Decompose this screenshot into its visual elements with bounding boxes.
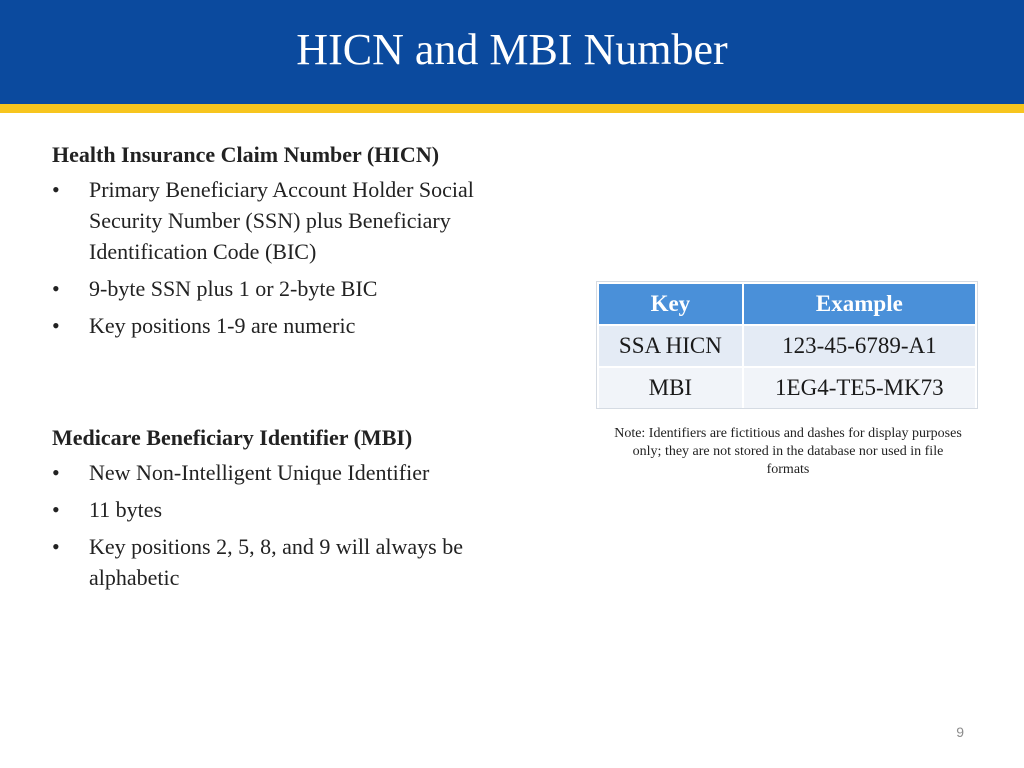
mbi-bullet-text: Key positions 2, 5, 8, and 9 will always be alphabetic [89,534,463,590]
bullet-icon: • [52,177,60,202]
hicn-section [52,140,552,347]
table-cell-key: SSA HICN [598,325,743,367]
identifier-table-container [597,282,977,410]
hicn-bullet-item [52,310,552,341]
hicn-heading: Health Insurance Claim Number (HICN) [52,142,440,167]
mbi-bullet-item [52,531,552,593]
table-header-row [598,283,976,325]
bullet-icon: • [52,534,60,559]
bullet-icon: • [52,497,60,522]
mbi-bullet-text: 11 bytes [89,497,163,522]
hicn-bullet-list [52,174,552,341]
table-cell-example: 1EG4-TE5-MK73 [743,367,976,409]
hicn-bullet-text: Key positions 1-9 are numeric [89,313,356,338]
bullet-icon: • [52,313,60,338]
mbi-heading: Medicare Beneficiary Identifier (MBI) [52,425,413,450]
table-row [598,325,976,367]
mbi-bullet-list [52,457,552,593]
title-bar [0,0,1024,104]
identifier-table [597,282,977,410]
hicn-bullet-text: 9-byte SSN plus 1 or 2-byte BIC [89,276,378,301]
bullet-icon: • [52,460,60,485]
accent-stripe [0,104,1024,113]
hicn-bullet-text: Primary Beneficiary Account Holder Social Security Number (SSN) plus Beneficiary Identification Code (BIC) [89,177,474,264]
mbi-section [52,423,552,599]
mbi-bullet-item [52,457,552,488]
table-cell-key: MBI [598,367,743,409]
page-number: 9 [956,724,964,740]
slide-title: HICN and MBI Number [296,25,728,74]
table-header-key: Key [598,283,743,325]
bullet-icon: • [52,276,60,301]
table-header-example: Example [743,283,976,325]
mbi-bullet-text: New Non-Intelligent Unique Identifier [89,460,430,485]
hicn-bullet-item [52,174,552,267]
table-row [598,367,976,409]
mbi-bullet-item [52,494,552,525]
footnote: Note: Identifiers are fictitious and dashes for display purposes only; they are not stored in the database nor used in file formats [614,426,962,477]
hicn-bullet-item [52,273,552,304]
table-cell-example: 123-45-6789-A1 [743,325,976,367]
